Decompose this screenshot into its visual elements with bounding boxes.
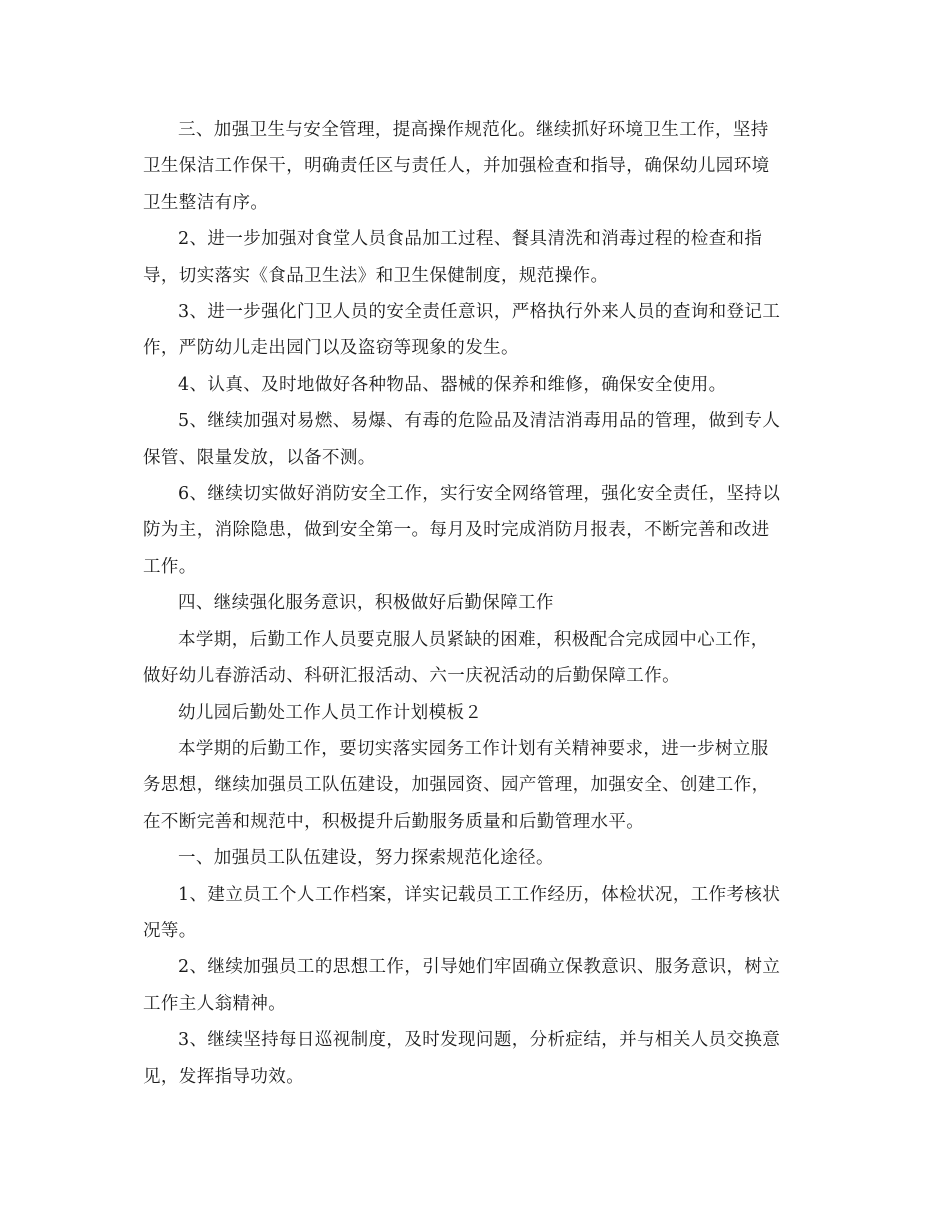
document-page <box>143 112 808 1095</box>
text-line: 况等。 <box>143 920 197 941</box>
text-line: 6、继续切实做好消防安全工作，实行安全网络管理，强化安全责任，坚持以 <box>178 484 781 505</box>
section-heading-service <box>143 585 808 621</box>
text-line: 3、进一步强化门卫人员的安全责任意识，严格执行外来人员的查询和登记工 <box>178 302 781 323</box>
text-line: 本学期，后勤工作人员要克服人员紧缺的困难，积极配合完成园中心工作， <box>178 629 769 650</box>
paragraph-hygiene-safety <box>143 112 808 221</box>
template-title <box>143 695 808 731</box>
paragraph-semester-support <box>143 622 808 695</box>
text-line: 卫生整洁有序。 <box>143 192 269 213</box>
text-line: 2、进一步加强对食堂人员食品加工过程、餐具清洗和消毒过程的检查和指 <box>178 229 763 250</box>
paragraph-equipment-maintenance <box>143 367 808 403</box>
text-line: 四、继续强化服务意识，积极做好后勤保障工作 <box>178 593 554 614</box>
text-line: 4、认真、及时地做好各种物品、器械的保养和维修，确保安全使用。 <box>178 374 727 395</box>
text-line: 防为主，消除隐患，做到安全第一。每月及时完成消防月报表，不断完善和改进 <box>143 520 770 541</box>
text-line: 保管、限量发放，以备不测。 <box>143 447 376 468</box>
paragraph-hazard-management <box>143 403 808 476</box>
text-line: 三、加强卫生与安全管理，提高操作规范化。继续抓好环境卫生工作，坚持 <box>178 120 769 140</box>
section-heading-staff <box>143 840 808 876</box>
text-line: 工作主人翁精神。 <box>143 993 287 1014</box>
text-line: 3、继续坚持每日巡视制度，及时发现问题，分析症结，并与相关人员交换意 <box>178 1030 781 1051</box>
text-line: 一、加强员工队伍建设，努力探索规范化途径。 <box>178 848 554 869</box>
text-line: 做好幼儿春游活动、科研汇报活动、六一庆祝活动的后勤保障工作。 <box>143 666 680 687</box>
text-line: 务思想，继续加强员工队伍建设，加强园资、园产管理，加强安全、创建工作， <box>143 775 770 796</box>
text-line: 导，切实落实《食品卫生法》和卫生保健制度，规范操作。 <box>143 265 609 286</box>
text-line: 见，发挥指导功效。 <box>143 1066 305 1087</box>
text-line: 2、继续加强员工的思想工作，引导她们牢固确立保教意识、服务意识，树立 <box>178 957 781 978</box>
text-line: 本学期的后勤工作，要切实落实园务工作计划有关精神要求，进一步树立服 <box>178 738 769 759</box>
paragraph-template-intro <box>143 731 808 840</box>
text-line: 工作。 <box>143 556 197 577</box>
paragraph-staff-records <box>143 877 808 950</box>
text-line: 5、继续加强对易燃、易爆、有毒的危险品及清洁消毒用品的管理，做到专人 <box>178 411 781 432</box>
text-line: 1、建立员工个人工作档案，详实记载员工工作经历，体检状况，工作考核状 <box>178 884 781 905</box>
paragraph-guard-responsibility <box>143 294 808 367</box>
paragraph-staff-ideology <box>143 949 808 1022</box>
text-line: 在不断完善和规范中，积极提升后勤服务质量和后勤管理水平。 <box>143 811 645 832</box>
text-line: 作，严防幼儿走出园门以及盗窃等现象的发生。 <box>143 338 519 359</box>
paragraph-daily-inspection <box>143 1022 808 1095</box>
paragraph-fire-safety <box>143 476 808 585</box>
text-line: 卫生保洁工作保干，明确责任区与责任人，并加强检查和指导，确保幼儿园环境 <box>143 156 770 177</box>
paragraph-canteen-inspection <box>143 221 808 294</box>
text-line: 幼儿园后勤处工作人员工作计划模板２ <box>178 702 483 723</box>
